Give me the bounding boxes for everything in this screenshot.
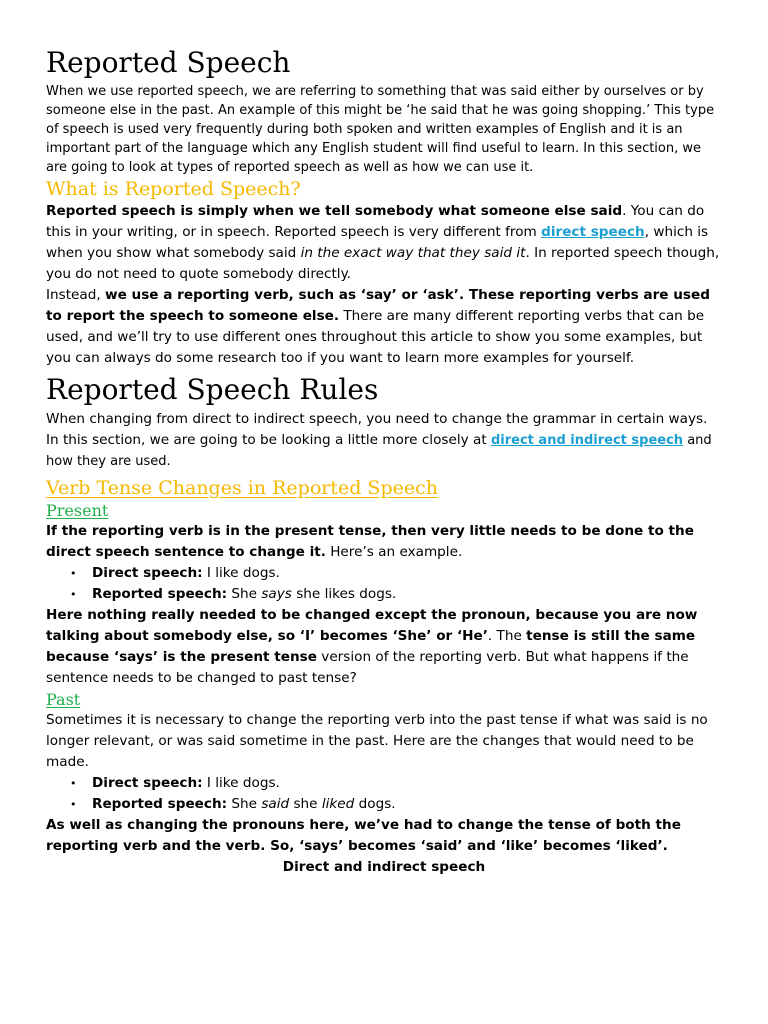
present-paragraph-1: If the reporting verb is in the present tense, then very little needs to be done to the direct speech sentence to change it. Here’s an example. (46, 523, 694, 560)
present-examples-list (46, 563, 722, 605)
past-examples-list (46, 773, 722, 815)
past-paragraph-2: As well as changing the pronouns here, we’ve had to change the tense of both the reporting verb and the verb. So, ‘says’ becomes ‘said’ and ‘like’ becomes ‘liked’. (46, 817, 681, 854)
direct-indirect-speech-link[interactable]: direct and indirect speech (490, 433, 684, 448)
list-item: • Reported speech: She says she likes dogs. (92, 584, 722, 605)
intro-paragraph: When we use reported speech, we are referring to something that was said either by ourselves or by someone else in the past. An example of this might be ‘he said that he was going shopping.’ This type of speech is used very frequently during both spoken and written examples of English and it is an important part of the language which any English student will find useful to learn. In this section, we are going to look at types of reported speech as well as how we can use it. (46, 84, 715, 175)
list-item: • Direct speech: I like dogs. (92, 563, 722, 584)
direct-speech-link[interactable]: direct speech (541, 224, 645, 240)
past-paragraph-1: Sometimes it is necessary to change the reporting verb into the past tense if what was said is no longer relevant, or was said sometime in the past. Here are the changes that would need to be made. (46, 712, 708, 770)
page-title: Reported Speech (46, 46, 291, 79)
present-heading: Present (46, 501, 109, 520)
rules-paragraph: When changing from direct to indirect speech, you need to change the grammar in certain ways. In this section, we are going to be looking a little more closely at direct and indirect speech and how they are used. (46, 411, 712, 469)
what-is-heading: What is Reported Speech? (46, 178, 301, 200)
figure-caption: Direct and indirect speech (282, 859, 486, 875)
verb-tense-heading: Verb Tense Changes in Reported Speech (46, 477, 438, 499)
list-item: • Direct speech: I like dogs. (92, 773, 722, 794)
present-paragraph-2: Here nothing really needed to be changed except the pronoun, because you are now talking about somebody else, so ‘I’ becomes ‘She’ or ‘He’. The tense is still the same because ‘says’ is the present tense version of the reporting verb. But what happens if the sentence needs to be changed to past tense? (46, 607, 698, 686)
past-heading: Past (46, 690, 81, 709)
what-paragraph-2: Instead, we use a reporting verb, such as ‘say’ or ‘ask’. These reporting verbs are used to report the speech to someone else. There are many different reporting verbs that can be used, and we’ll try to use different ones throughout this article to show you some examples, but you can always do some research too if you want to learn more examples for yourself. (46, 287, 710, 366)
what-paragraph-1: Reported speech is simply when we tell somebody what someone else said. You can do this in your writing, or in speech. Reported speech is very different from direct speech, which is when you show what somebody said in the exact way that they said it. In reported speech though, you do not need to quote somebody directly. (46, 203, 720, 282)
list-item: • Reported speech: She said she liked dogs. (92, 794, 722, 815)
rules-heading: Reported Speech Rules (46, 373, 379, 406)
